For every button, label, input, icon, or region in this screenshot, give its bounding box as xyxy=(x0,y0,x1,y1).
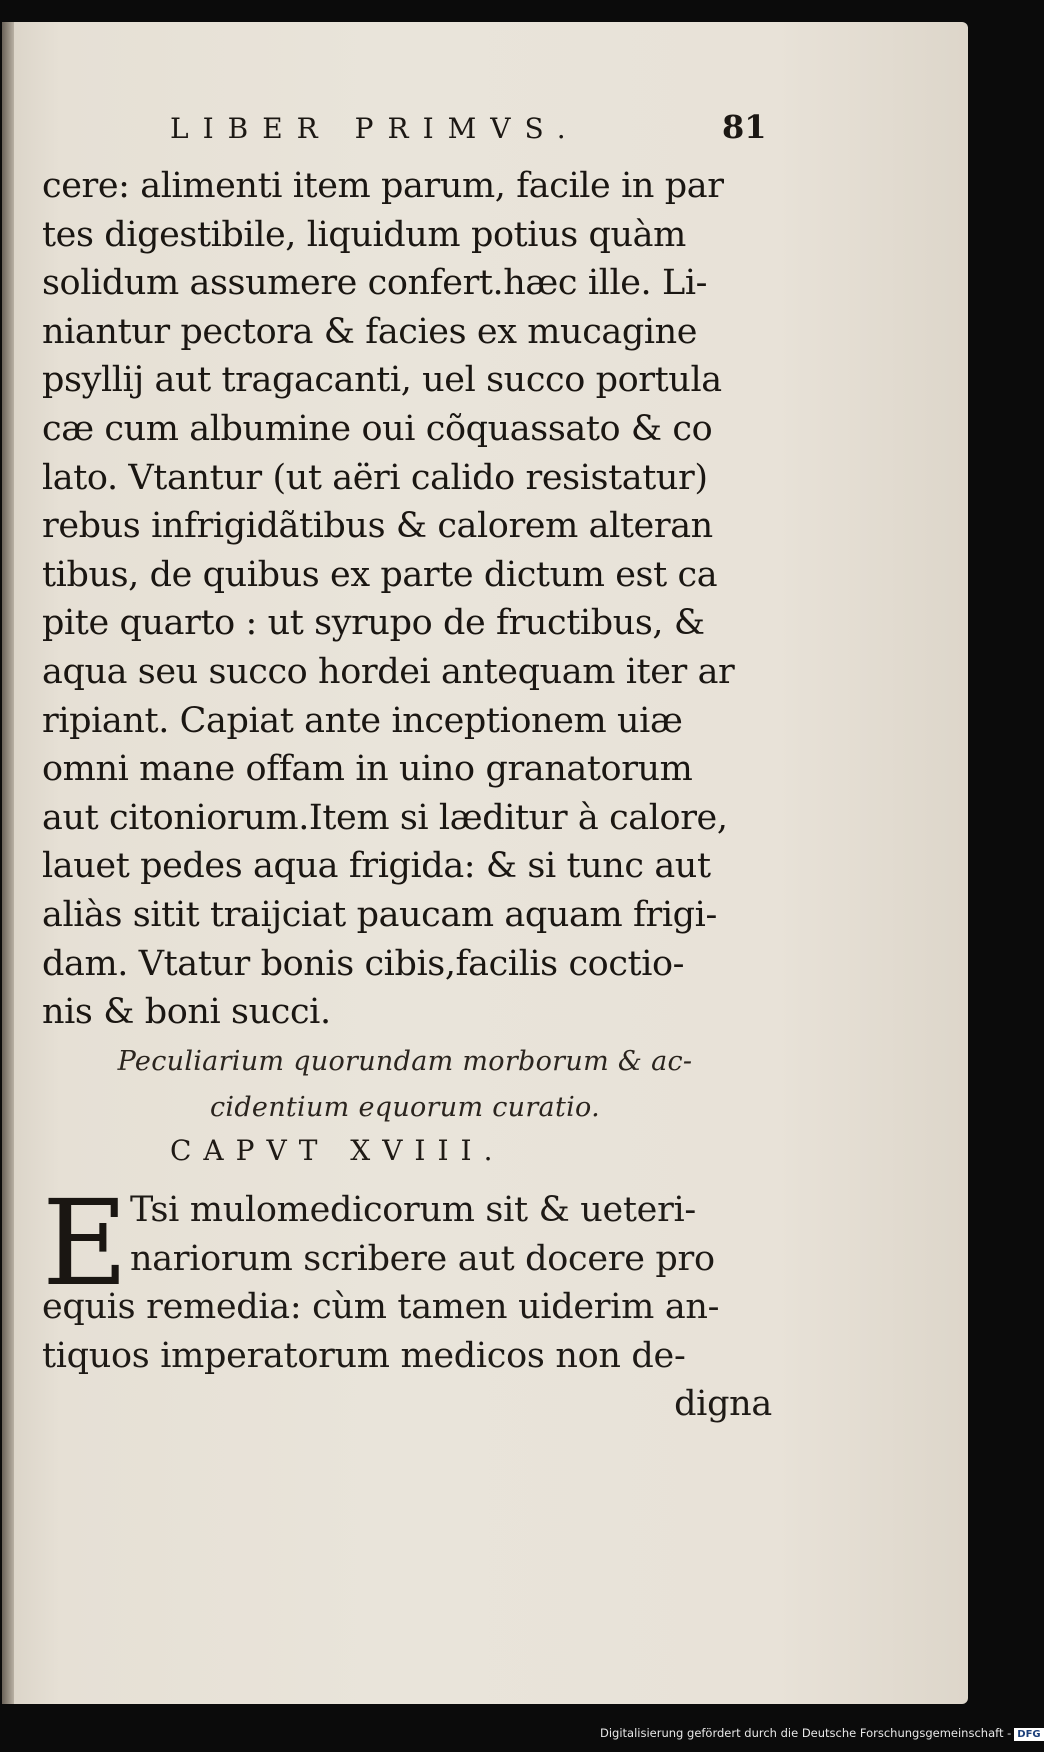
page-number: 81 xyxy=(722,108,767,146)
page-header xyxy=(170,108,770,152)
credit-text: Digitalisierung gefördert durch die Deutsche Forschungsgemeinschaft - xyxy=(600,1726,1012,1740)
body-text xyxy=(42,162,772,1037)
text-line: niantur pectora & facies ex mucagine xyxy=(42,311,698,352)
text-line: cæ cum albumine oui cõquassato & co xyxy=(42,408,713,449)
chapter-text xyxy=(42,1174,772,1429)
text-line: tes digestibile, liquidum potius quàm xyxy=(42,214,686,255)
dfg-logo: DFG xyxy=(1014,1728,1043,1741)
text-line: solidum assumere confert.hæc ille. Li- xyxy=(42,263,708,304)
page-gutter-shadow xyxy=(2,22,14,1704)
text-line: dam. Vtatur bonis cibis,facilis coctio- xyxy=(42,943,685,984)
text-line: tiquos imperatorum medicos non de- xyxy=(42,1335,686,1376)
catchword: digna xyxy=(674,1384,772,1425)
text-line: pite quarto : ut syrupo de fructibus, & xyxy=(42,603,705,644)
text-line: lauet pedes aqua frigida: & si tunc aut xyxy=(42,846,711,887)
text-line: equis remedia: cùm tamen uiderim an- xyxy=(42,1287,720,1328)
text-line: Tsi mulomedicorum sit & ueteri- xyxy=(130,1190,696,1230)
text-line: omni mane offam in uino granatorum xyxy=(42,749,693,790)
text-line: nariorum scribere aut docere pro xyxy=(130,1238,715,1279)
chapter-heading-line-1: Peculiarium quorundam morborum & ac- xyxy=(117,1046,693,1077)
chapter-heading-line-2: cidentium equorum curatio. xyxy=(209,1092,601,1123)
text-line: rebus infrigidãtibus & calorem alteran xyxy=(42,506,713,547)
text-line: aqua seu succo hordei antequam iter ar xyxy=(42,651,735,692)
text-line: aliàs sitit traijciat paucam aquam frigi- xyxy=(42,894,717,935)
text-line: tibus, de quibus ex parte dictum est ca xyxy=(42,554,718,595)
text-line: nis & boni succi. xyxy=(42,992,331,1033)
running-title: LIBER PRIMVS. xyxy=(170,112,580,145)
text-line: lato. Vtantur (ut aëri calido resistatur) xyxy=(42,457,708,498)
chapter-number: CAPVT XVIII. xyxy=(170,1134,505,1167)
text-line: psyllij aut tragacanti, uel succo portula xyxy=(42,360,722,401)
text-line: cere: alimenti item parum, facile in par xyxy=(42,166,724,206)
drop-cap: E xyxy=(42,1174,129,1312)
text-line: ripiant. Capiat ante inceptionem uiæ xyxy=(42,700,683,741)
text-line: aut citoniorum.Item si læditur à calore, xyxy=(42,797,728,838)
digitization-credit xyxy=(600,1726,1041,1748)
